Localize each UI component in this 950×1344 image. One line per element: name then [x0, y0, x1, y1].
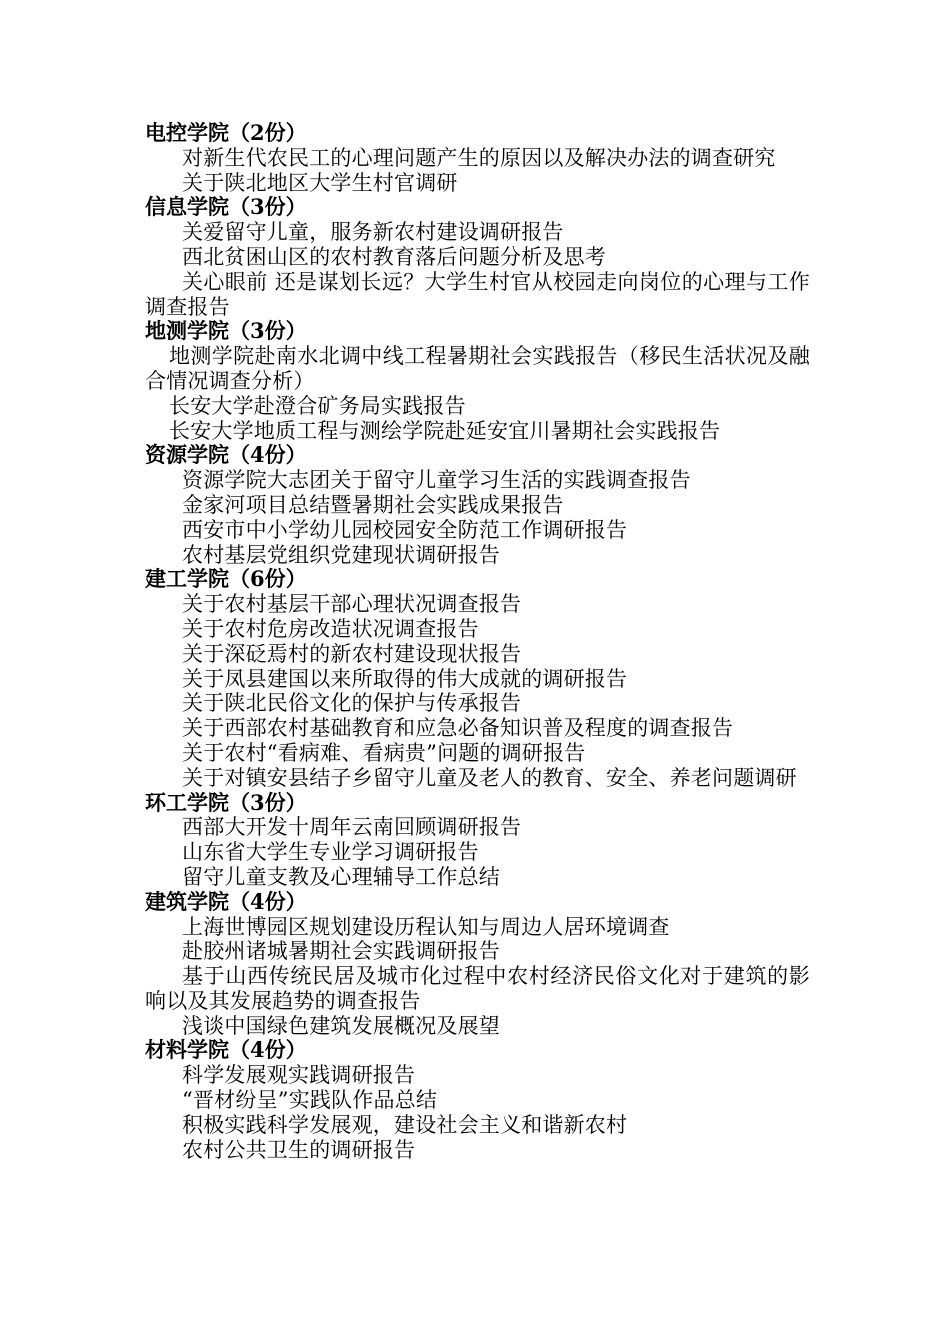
section-title: 信息学院（3份）	[145, 194, 307, 220]
report-item: 农村公共卫生的调研报告	[182, 1137, 416, 1162]
report-item: 地测学院赴南水北调中线工程暑期社会实践报告（移民生活状况及融合情况调查分析）	[145, 344, 810, 393]
report-item: 资源学院大志团关于留守儿童学习生活的实践调查报告	[182, 468, 691, 493]
report-item: 关心眼前 还是谋划长远？大学生村官从校园走向岗位的心理与工作调查报告	[145, 269, 810, 319]
section-diCe	[145, 319, 810, 443]
report-item: 赴胶州诸城暑期社会实践调研报告	[182, 939, 500, 964]
report-item: 关于陕北民俗文化的保护与传承报告	[182, 691, 522, 716]
report-item: 关于农村危房改造状况调查报告	[182, 616, 479, 641]
report-item: 浅谈中国绿色建筑发展概况及展望	[182, 1013, 500, 1038]
report-item: 西北贫困山区的农村教育落后问题分析及思考	[182, 244, 606, 269]
document-page	[145, 121, 810, 1162]
report-item: 关爱留守儿童，服务新农村建设调研报告	[182, 220, 564, 245]
section-title: 地测学院（3份）	[145, 318, 307, 344]
section-ziYuan	[145, 443, 810, 567]
report-item: 基于山西传统民居及城市化过程中农村经济民俗文化对于建筑的影响以及其发展趋势的调查报告	[145, 964, 810, 1013]
section-title: 环工学院（3份）	[145, 789, 307, 815]
report-item: 留守儿童支教及心理辅导工作总结	[182, 864, 500, 889]
report-item: 关于凤县建国以来所取得的伟大成就的调研报告	[182, 666, 628, 691]
section-xinXi	[145, 195, 810, 319]
report-item: 科学发展观实践调研报告	[182, 1063, 416, 1088]
section-title: 资源学院（4份）	[145, 442, 307, 468]
report-item: 对新生代农民工的心理问题产生的原因以及解决办法的调查研究	[182, 145, 776, 170]
report-item: 长安大学赴澄合矿务局实践报告	[169, 393, 466, 418]
section-huanGong	[145, 791, 810, 890]
section-dianKong	[145, 121, 810, 195]
report-item: 关于陕北地区大学生村官调研	[182, 170, 458, 195]
report-item: 金家河项目总结暨暑期社会实践成果报告	[182, 492, 564, 517]
report-item: 关于农村基层干部心理状况调查报告	[182, 592, 522, 617]
report-item: 西安市中小学幼儿园校园安全防范工作调研报告	[182, 517, 628, 542]
report-item: 山东省大学生专业学习调研报告	[182, 840, 479, 865]
section-jianGong	[145, 567, 810, 790]
section-title: 电控学院（2份）	[145, 120, 307, 145]
section-jianZhu	[145, 890, 810, 1039]
report-item: 关于深砭焉村的新农村建设现状报告	[182, 641, 522, 666]
report-item: 西部大开发十周年云南回顾调研报告	[182, 815, 522, 840]
report-item: 关于对镇安县结子乡留守儿童及老人的教育、安全、养老问题调研	[182, 765, 797, 790]
section-title: 建工学院（6份）	[145, 566, 307, 592]
report-item: 关于农村“看病难、看病贵”问题的调研报告	[182, 740, 586, 765]
section-caiLiao	[145, 1038, 810, 1162]
report-item: 关于西部农村基础教育和应急必备知识普及程度的调查报告	[182, 716, 734, 741]
report-item: 长安大学地质工程与测绘学院赴延安宜川暑期社会实践报告	[169, 418, 721, 443]
report-item: “晋材纷呈”实践队作品总结	[182, 1088, 438, 1113]
section-title: 建筑学院（4份）	[145, 888, 307, 914]
report-item: 农村基层党组织党建现状调研报告	[182, 542, 500, 567]
report-item: 上海世博园区规划建设历程认知与周边人居环境调查	[182, 914, 670, 939]
section-title: 材料学院（4份）	[145, 1037, 307, 1063]
report-item: 积极实践科学发展观，建设社会主义和谐新农村	[182, 1112, 628, 1137]
